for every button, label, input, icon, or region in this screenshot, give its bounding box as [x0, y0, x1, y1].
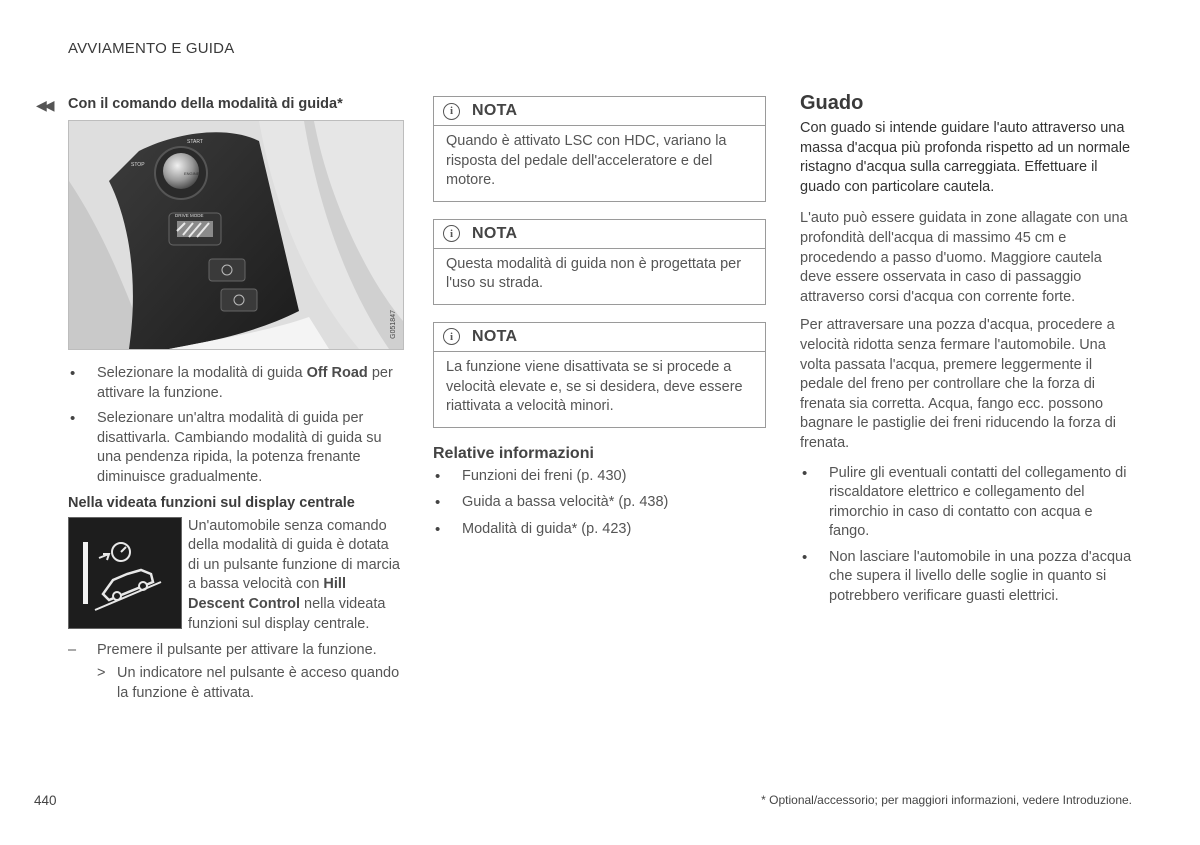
stop-label: STOP [131, 162, 145, 168]
result-item: > Un indicatore nel pulsante è acceso quando la funzione è attivata. [97, 665, 400, 701]
note-box [433, 96, 766, 202]
note-title: NOTA [472, 327, 518, 345]
related-info-heading: Relative informazioni [433, 444, 594, 462]
hill-descent-button-image [68, 517, 182, 629]
list-item: • Non lasciare l'automobile in una pozza d'acqua che supera il livello delle soglie in quanto si potrebbero verificare guasti elettrici. [800, 548, 1132, 607]
hill-descent-icon [69, 518, 181, 628]
note-body: Questa modalità di guida non è progettata per l'uso su strada. [446, 255, 742, 292]
list-item: • Selezionare un'altra modalità di guida per disattivarla. Cambiando modalità di guida su una pendenza ripida, la potenza frenante diminuisce gradualmente. [68, 409, 404, 487]
info-icon: i [443, 103, 460, 120]
engine-label: ENGINE [184, 171, 200, 176]
drive-mode-label: DRIVE MODE [175, 213, 204, 218]
section-header: AVVIAMENTO E GUIDA [68, 40, 235, 57]
drive-mode-control-photo [68, 120, 404, 350]
step-item: – Premere il pulsante per attivare la funzione. [68, 641, 377, 658]
related-link[interactable]: • Guida a bassa velocità* (p. 438) [433, 493, 766, 513]
note-body: Quando è attivato LSC con HDC, variano la risposta del pedale dell'acceleratore e del motore. [446, 133, 727, 189]
related-links [433, 467, 766, 540]
page-number: 440 [34, 793, 57, 808]
central-display-heading: Nella videata funzioni sul display centrale [68, 494, 355, 511]
info-icon: i [443, 328, 460, 345]
note-title: NOTA [472, 224, 518, 242]
note-box [433, 219, 766, 305]
drive-mode-heading: Con il comando della modalità di guida* [68, 96, 343, 112]
guado-intro: Con guado si intende guidare l'auto attraverso una massa d'acqua più profonda rispetto ad un normale ristagno d'acqua sulla carreggiata. Effettuare il guado con particolare cautela. [800, 120, 1131, 195]
related-link[interactable]: • Funzioni dei freni (p. 430) [433, 467, 766, 487]
list-item: • Pulire gli eventuali contatti del collegamento di riscaldatore elettrico e collegamento del rimorchio in caso di contatto con acqua e fango. [800, 464, 1132, 542]
info-icon: i [443, 225, 460, 242]
guado-title: Guado [800, 92, 864, 114]
drive-mode-bullets [68, 364, 404, 488]
note-body: La funzione viene disattivata se si procede a velocità elevate e, se si desidera, deve essere riattivata a velocità minori. [446, 358, 743, 415]
related-link[interactable]: • Modalità di guida* (p. 423) [433, 520, 766, 540]
hdc-description: Un'automobile senza comando della modalità di guida è dotata di un pulsante funzione di marcia a bassa velocità con Hill Descent Control nella videata funzioni sul display centrale. [188, 517, 400, 632]
note-box [433, 322, 766, 428]
left-column [36, 96, 404, 703]
middle-column [433, 96, 766, 547]
footnote: * Optional/accessorio; per maggiori informazioni, vedere Introduzione. [761, 793, 1132, 807]
console-illustration [69, 121, 403, 349]
guado-paragraph: Per attraversare una pozza d'acqua, procedere a velocità ridotta senza fermare l'automobile. Una volta passata l'acqua, premere leggermente il pedale del freno per controllare che la forza di frenata sia corretta. Acqua, fango ecc. possono bagnare le pastiglie dei freni riducendo la forza di frenata. [800, 317, 1116, 451]
guado-bullets [800, 464, 1132, 607]
photo-code: G051847 [390, 310, 397, 339]
guado-paragraph: L'auto può essere guidata in zone allagate con una profondità dell'acqua di massimo 45 cm e procedendo a passo d'uomo. Maggiore cautela deve essere osservata in caso di passaggio attraverso corsi d'acqua con corrente forte. [800, 210, 1128, 305]
start-label: START [187, 139, 203, 145]
double-left-arrow-icon[interactable]: ◀◀ [36, 97, 52, 113]
hdc-section [68, 517, 404, 635]
note-title: NOTA [472, 102, 518, 119]
right-column [800, 92, 1132, 613]
list-item: • Selezionare la modalità di guida Off Road per attivare la funzione. [68, 364, 404, 403]
